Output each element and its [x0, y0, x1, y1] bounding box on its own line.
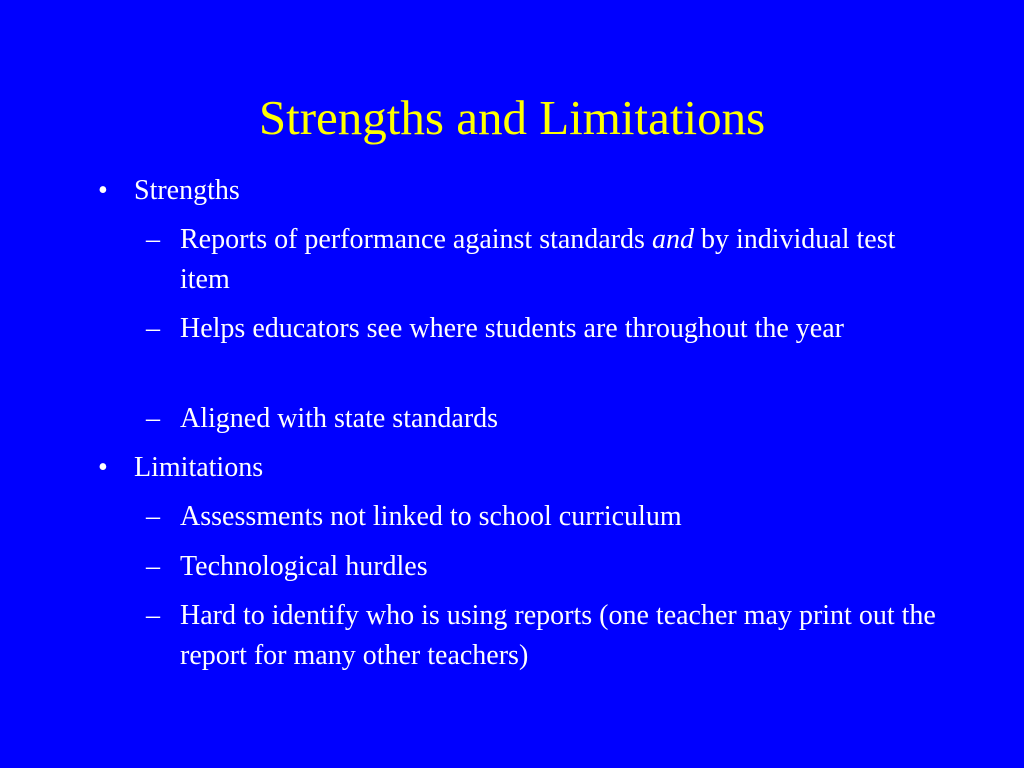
section-heading-limitations: Limitations: [134, 452, 264, 483]
bullet-icon: •: [98, 175, 108, 206]
dash-icon: –: [146, 313, 160, 344]
emphasis-text: and: [651, 224, 694, 255]
list-item-text: Assessments not linked to school curriculum: [180, 501, 682, 532]
bullet-icon: •: [98, 452, 108, 483]
dash-icon: –: [146, 403, 160, 434]
dash-icon: –: [146, 600, 160, 631]
dash-icon: –: [146, 551, 160, 582]
list-item-text: Aligned with state standards: [180, 403, 499, 434]
dash-icon: –: [146, 501, 160, 532]
list-item-text: Hard to identify who is using reports (one teacher may print out the report for many other teachers): [180, 600, 936, 671]
dash-icon: –: [146, 224, 160, 255]
list-item-text: [180, 220, 950, 300]
slide-title: Strengths and Limitations: [258, 90, 766, 145]
text-segment: Reports of performance against standards: [180, 224, 652, 255]
list-item-text: Helps educators see where students are throughout the year: [180, 313, 844, 344]
text-segment: by individual test item: [180, 224, 896, 295]
list-item-text: Technological hurdles: [180, 551, 428, 582]
section-heading-strengths: Strengths: [134, 175, 240, 206]
